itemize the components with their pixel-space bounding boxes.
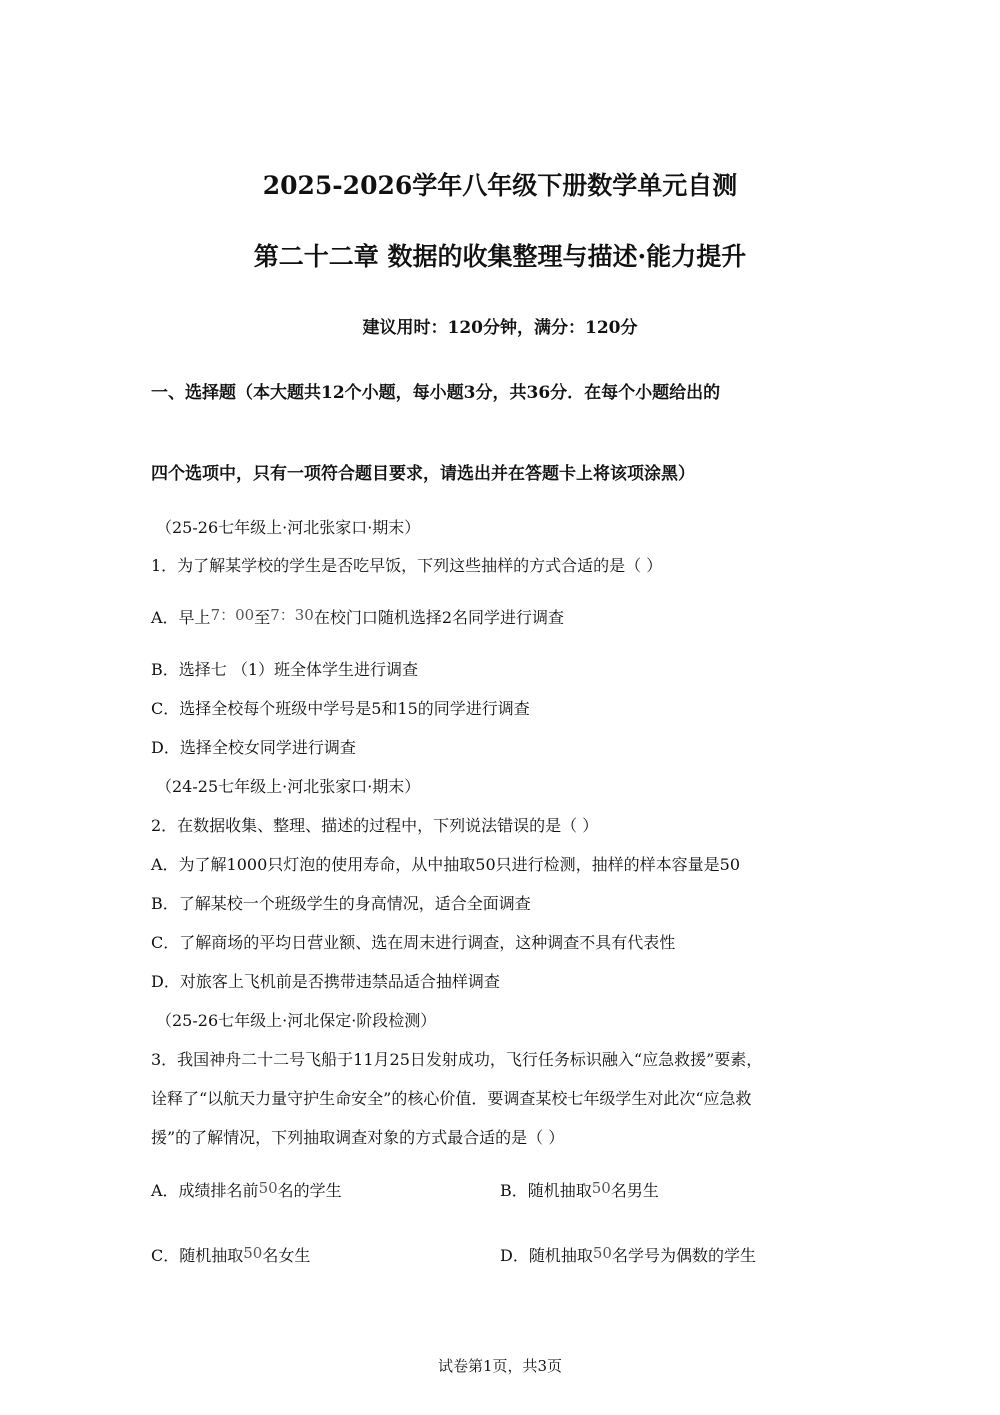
q3-stem-line2: 诠释了“以航天力量守护生命安全”的核心价值．要调查某校七年级学生对此次“应急救 [151,1089,752,1108]
q1-option-a-mid: 至 [254,608,271,627]
q3-option-c [151,1245,310,1267]
chapter-title: 第二十二章 数据的收集整理与描述·能力提升 [253,242,747,271]
q1-source: （25-26七年级上·河北张家口·期末） [156,518,421,537]
q1-stem: 1．为了解某学校的学生是否吃早饭，下列这些抽样的方式合适的是（ ） [151,556,663,575]
q2-option-b: B．了解某校一个班级学生的身高情况，适合全面调查 [151,894,531,913]
q3-option-c-number: 50 [243,1244,263,1262]
q3-option-a-prefix: A．成绩排名前 [151,1181,259,1200]
q3-option-d [500,1245,756,1267]
q1-time-start: 7：00 [210,606,255,624]
q3-option-b-suffix: 名男生 [610,1181,659,1200]
q1-option-a [151,607,564,629]
q2-stem: 2．在数据收集、整理、描述的过程中，下列说法错误的是（ ） [151,816,599,835]
q3-option-d-prefix: D．随机抽取 [500,1246,593,1265]
q3-option-a-suffix: 名的学生 [277,1181,342,1200]
q3-option-b [500,1180,659,1202]
q2-source: （24-25七年级上·河北张家口·期末） [156,777,421,796]
q3-option-d-suffix: 名学号为偶数的学生 [611,1246,756,1265]
q1-option-b: B．选择七 （1）班全体学生进行调查 [151,660,419,679]
q1-time-end: 7：30 [270,606,314,624]
q3-option-c-suffix: 名女生 [262,1246,311,1265]
q2-option-a: A．为了解1000只灯泡的使用寿命，从中抽取50只进行检测，抽样的样本容量是50 [151,855,740,874]
q2-option-d: D．对旅客上飞机前是否携带违禁品适合抽样调查 [151,972,500,991]
q3-option-d-number: 50 [592,1244,612,1262]
q3-source: （25-26七年级上·河北保定·阶段检测） [156,1011,437,1030]
q1-option-c: C．选择全校每个班级中学号是5和15的同学进行调查 [151,699,530,718]
section-heading-line1: 一、选择题（本大题共12个小题，每小题3分，共36分．在每个小题给出的 [151,383,721,403]
q3-option-b-number: 50 [591,1179,611,1197]
q1-option-a-suffix: 在校门口随机选择2名同学进行调查 [313,608,565,627]
q3-option-c-prefix: C．随机抽取 [151,1246,244,1265]
q1-option-d: D．选择全校女同学进行调查 [151,738,356,757]
q2-option-c: C．了解商场的平均日营业额、选在周末进行调查，这种调查不具有代表性 [151,933,676,952]
q3-stem-line3: 援”的了解情况，下列抽取调查对象的方式最合适的是（ ） [151,1128,565,1147]
time-and-score: 建议用时：120分钟，满分：120分 [362,318,638,338]
page-footer: 试卷第1页，共3页 [437,1357,563,1375]
q3-option-b-prefix: B．随机抽取 [500,1181,592,1200]
q3-stem-line1: 3．我国神舟二十二号飞船于11月25日发射成功，飞行任务标识融入“应急救援”要素， [151,1050,763,1069]
q3-option-a-number: 50 [258,1179,278,1197]
q3-option-a [151,1180,342,1202]
q1-option-a-prefix: A．早上 [151,608,211,627]
section-heading-line2: 四个选项中，只有一项符合题目要求，请选出并在答题卡上将该项涂黑） [151,464,695,484]
exam-title: 2025-2026学年八年级下册数学单元自测 [262,171,738,200]
